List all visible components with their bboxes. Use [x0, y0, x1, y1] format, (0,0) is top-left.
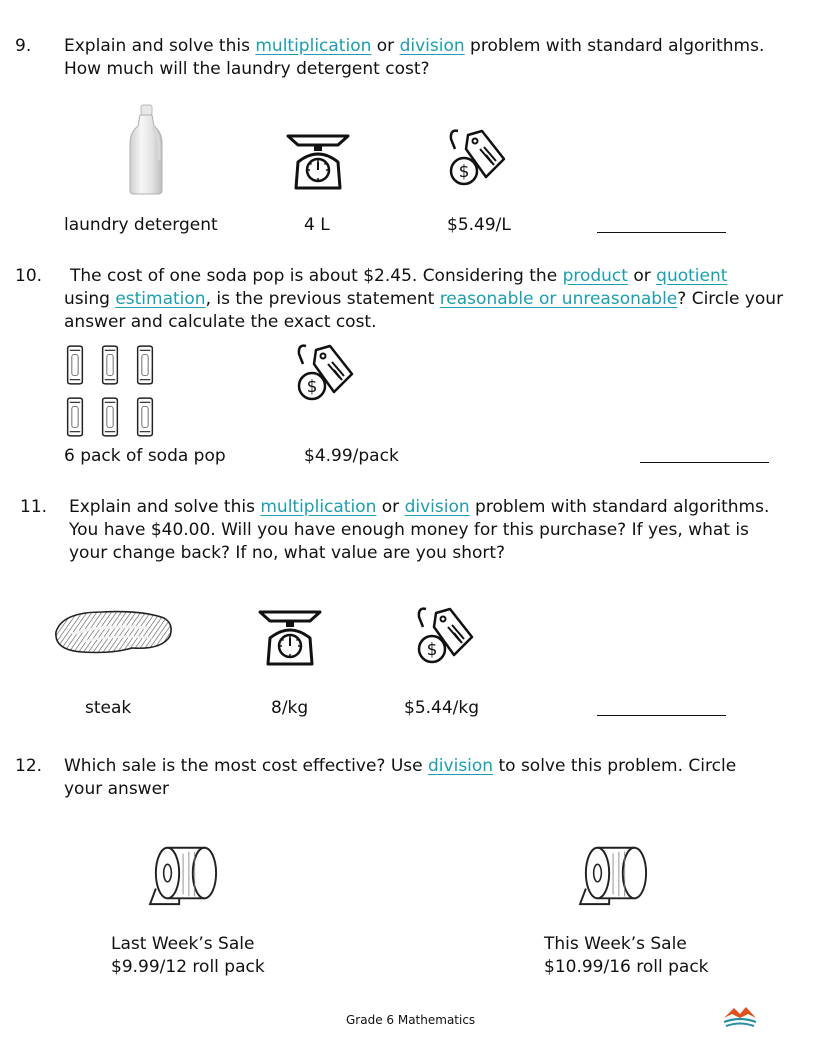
multiplication-link[interactable]: multiplication	[260, 497, 377, 517]
division-link[interactable]: division	[428, 756, 494, 776]
mountain-logo-icon	[722, 1004, 758, 1028]
question-10-line-2	[64, 288, 783, 311]
option-b-title[interactable]: This Week’s Sale	[544, 934, 687, 954]
toilet-paper-icon	[145, 840, 225, 908]
soda-can-icon	[64, 344, 86, 386]
quotient-link[interactable]: quotient	[656, 266, 728, 286]
question-9-number: 9.	[15, 36, 32, 56]
estimation-link[interactable]: estimation	[115, 289, 206, 309]
q10-answer-blank[interactable]	[640, 462, 769, 463]
detergent-bottle-icon	[128, 104, 164, 196]
kitchen-scale-icon	[258, 604, 322, 668]
q10-text: ? Circle your	[677, 289, 784, 309]
q9-price: $5.49/L	[447, 215, 511, 235]
q11-text: problem with standard algorithms.	[469, 497, 770, 517]
q9-item-label: laundry detergent	[64, 215, 218, 235]
division-link[interactable]: division	[404, 497, 470, 517]
q10-price: $4.99/pack	[304, 446, 399, 466]
question-11-line-3: your change back? If no, what value are you short?	[69, 543, 506, 563]
option-a-title[interactable]: Last Week’s Sale	[111, 934, 255, 954]
multiplication-link[interactable]: multiplication	[255, 36, 372, 56]
q11-quantity: 8/kg	[271, 698, 309, 718]
question-9-line-1	[64, 35, 764, 58]
question-12-line-1	[64, 755, 736, 778]
division-link[interactable]: division	[399, 36, 465, 56]
steak-icon	[52, 606, 174, 658]
question-11-number: 11.	[20, 497, 48, 517]
q9-quantity: 4 L	[304, 215, 330, 235]
price-tag-icon	[292, 340, 356, 404]
question-10-line-1	[70, 265, 727, 288]
reasonable-link[interactable]: reasonable or unreasonable	[439, 289, 678, 309]
soda-can-icon	[99, 396, 121, 438]
price-tag-icon	[444, 125, 508, 189]
q11-text: or	[376, 497, 405, 517]
option-b-price[interactable]: $10.99/16 roll pack	[544, 957, 709, 977]
question-12-number: 12.	[15, 756, 43, 776]
soda-can-icon	[64, 396, 86, 438]
soda-can-icon	[134, 344, 156, 386]
q12-text: to solve this problem. Circle	[493, 756, 737, 776]
price-tag-icon	[412, 603, 476, 667]
question-10-line-3: answer and calculate the exact cost.	[64, 312, 377, 332]
q11-item-label: steak	[85, 698, 132, 718]
q10-text: using	[64, 289, 116, 309]
toilet-paper-icon	[575, 840, 655, 908]
footer-text: Grade 6 Mathematics	[346, 1013, 476, 1027]
q12-text: Which sale is the most cost effective? Use	[64, 756, 429, 776]
soda-six-pack	[64, 344, 164, 438]
question-11-line-1	[69, 496, 769, 519]
q10-text: The cost of one soda pop is about $2.45. Considering the	[70, 266, 563, 286]
kitchen-scale-icon	[286, 128, 350, 192]
soda-can-icon	[134, 396, 156, 438]
q9-text: or	[371, 36, 400, 56]
question-12-line-2: your answer	[64, 779, 170, 799]
soda-can-icon	[99, 344, 121, 386]
question-11-line-2: You have $40.00. Will you have enough money for this purchase? If yes, what is	[69, 520, 749, 540]
q9-text: problem with standard algorithms.	[464, 36, 765, 56]
q9-answer-blank[interactable]	[597, 232, 726, 233]
q9-text: Explain and solve this	[64, 36, 256, 56]
q10-text: , is the previous statement	[205, 289, 440, 309]
q11-answer-blank[interactable]	[597, 715, 726, 716]
q10-text: or	[627, 266, 657, 286]
question-9-line-2: How much will the laundry detergent cost?	[64, 59, 430, 79]
question-10-number: 10.	[15, 266, 43, 286]
q11-price: $5.44/kg	[404, 698, 480, 718]
q10-item-label: 6 pack of soda pop	[64, 446, 226, 466]
option-a-price[interactable]: $9.99/12 roll pack	[111, 957, 265, 977]
product-link[interactable]: product	[562, 266, 628, 286]
q11-text: Explain and solve this	[69, 497, 261, 517]
